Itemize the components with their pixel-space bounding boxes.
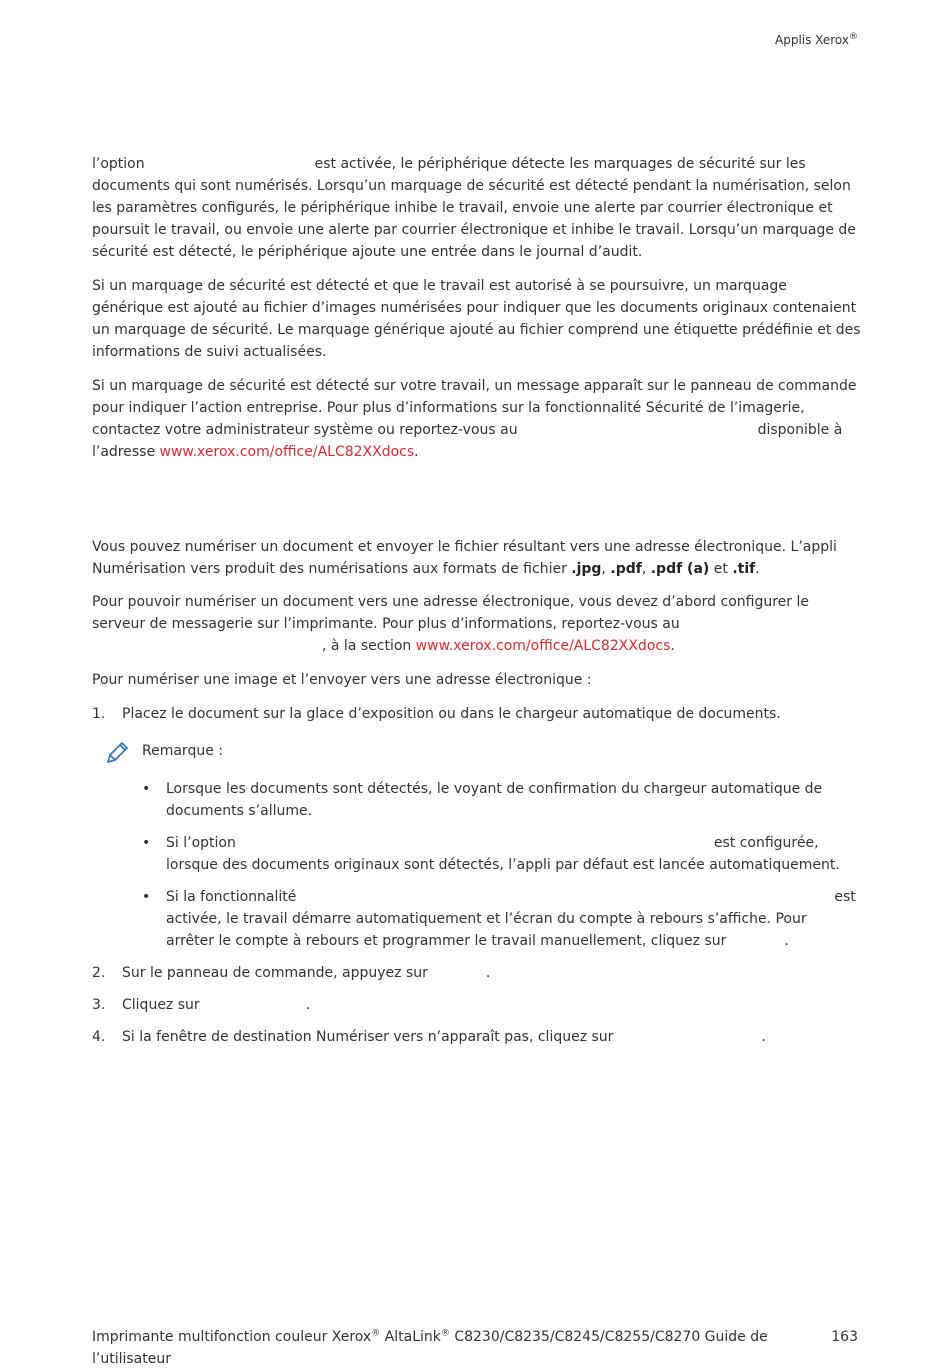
page-number: 163 bbox=[831, 1329, 858, 1345]
note-bullet-3: • Si la fonctionnalité est activée, le travail démarre automatiquement et l’écran du compte à rebours s’affiche. Pour arrêter le compte à rebours et programmer le travail manuellement, cliquez sur . bbox=[142, 889, 856, 949]
section2-paragraph2: Pour pouvoir numériser un document vers une adresse électronique, vous devez d’abord configurer le serveur de messagerie sur l’imprimante. Pour plus d’informations, reportez-vous au, à la section www.xerox.com/office/ALC82XXdocs. bbox=[92, 594, 810, 654]
note-bullet-2: • Si l’option est configurée, lorsque des documents originaux sont détectés, l’appli par défaut est lancée automatiquement. bbox=[142, 835, 840, 873]
pencil-icon bbox=[103, 739, 131, 767]
header-brand: Applis Xerox® bbox=[775, 32, 858, 47]
section2-paragraph3: Pour numériser une image et l’envoyer vers une adresse électronique : bbox=[92, 672, 592, 688]
section2-paragraph1: Vous pouvez numériser un document et envoyer le fichier résultant vers une adresse électronique. L’appli Numérisation vers produit des numérisations aux formats de fichier .jpg, .pdf, .pdf (a) et .tif. bbox=[92, 539, 837, 577]
step-4: 4. Si la fenêtre de destination Numériser vers n’apparaît pas, cliquez sur . bbox=[92, 1029, 766, 1045]
footer-title: Imprimante multifonction couleur Xerox® AltaLink® C8230/C8235/C8245/C8255/C8270 Guide de l’utilisateur bbox=[92, 1328, 768, 1367]
docs-link[interactable]: www.xerox.com/office/ALC82XXdocs bbox=[159, 444, 415, 460]
ext-pdfa: .pdf (a) bbox=[650, 561, 710, 577]
step-2: 2. Sur le panneau de commande, appuyez sur . bbox=[92, 965, 491, 981]
note-bullet-1: • Lorsque les documents sont détectés, le voyant de confirmation du chargeur automatique de documents s’allume. bbox=[142, 781, 823, 819]
step-3: 3. Cliquez sur . bbox=[92, 997, 311, 1013]
section1-paragraph3: Si un marquage de sécurité est détecté sur votre travail, un message apparaît sur le panneau de commande pour indiquer l’action entreprise. Pour plus d’informations sur la fonctionnalité Sécurité de l’imagerie, contactez votre administrateur système ou reportez-vous au disponible à l’adresse www.xerox.com/office/ALC82XXdocs. bbox=[92, 378, 857, 460]
ext-pdf: .pdf bbox=[610, 561, 642, 577]
section1-paragraph1: l’option est activée, le périphérique détecte les marquages de sécurité sur les documents qui sont numérisés. Lorsqu’un marquage de sécurité est détecté pendant la numérisation, selon les paramètres configurés, le périphérique inhibe le travail, envoie une alerte par courrier électronique et poursuit le travail, ou envoie une alerte par courrier électronique et inhibe le travail. Lorsqu’un marquage de sécurité est détecté, le périphérique ajoute une entrée dans le journal d’audit. bbox=[92, 156, 856, 260]
ext-jpg: .jpg bbox=[571, 561, 602, 577]
section1-paragraph2: Si un marquage de sécurité est détecté et que le travail est autorisé à se poursuivre, un marquage générique est ajouté au fichier d’images numérisées pour indiquer que les documents originaux contenaient un marquage de sécurité. Le marquage générique ajouté au fichier comprend une étiquette prédéfinie et des informations de suivi actualisées. bbox=[92, 278, 861, 360]
note-label: Remarque : bbox=[142, 743, 223, 759]
ext-tif: .tif bbox=[732, 561, 756, 577]
step-1: 1. Placez le document sur la glace d’exposition ou dans le chargeur automatique de documents. bbox=[92, 706, 781, 722]
docs-link-2[interactable]: www.xerox.com/office/ALC82XXdocs bbox=[415, 638, 671, 654]
